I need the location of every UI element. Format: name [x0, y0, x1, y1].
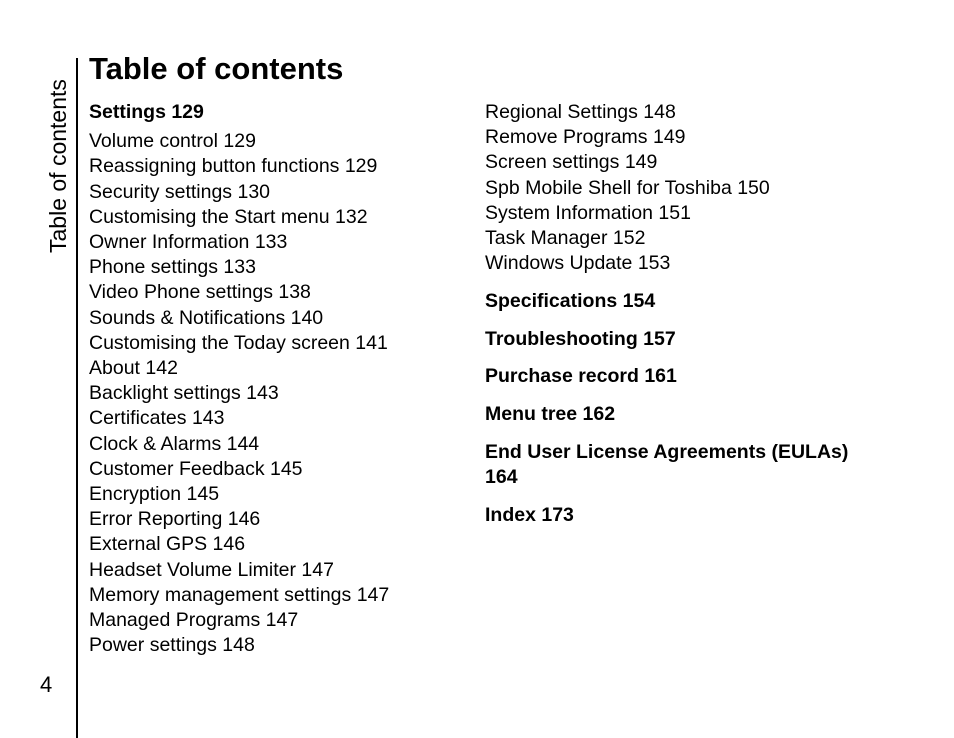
- vertical-rule: [76, 58, 78, 738]
- toc-section-heading[interactable]: Menu tree 162: [485, 403, 616, 426]
- toc-entry[interactable]: Headset Volume Limiter 147: [89, 558, 334, 581]
- toc-entry[interactable]: Reassigning button functions 129: [89, 155, 378, 178]
- toc-entry[interactable]: Power settings 148: [89, 634, 255, 657]
- toc-entry[interactable]: Error Reporting 146: [89, 508, 261, 531]
- toc-entry[interactable]: External GPS 146: [89, 533, 246, 556]
- toc-section-heading[interactable]: Settings 129: [89, 101, 204, 123]
- toc-entry[interactable]: Screen settings 149: [485, 151, 658, 174]
- toc-entry[interactable]: Volume control 129: [89, 130, 256, 153]
- toc-entry[interactable]: Memory management settings 147: [89, 583, 390, 606]
- toc-section-heading[interactable]: Troubleshooting 157: [485, 327, 676, 350]
- toc-entry[interactable]: Clock & Alarms 144: [89, 432, 260, 455]
- toc-entry[interactable]: Certificates 143: [89, 407, 225, 430]
- toc-entry[interactable]: About 142: [89, 357, 178, 380]
- toc-entry[interactable]: Customising the Today screen 141: [89, 331, 388, 354]
- toc-entry[interactable]: Security settings 130: [89, 180, 271, 203]
- toc-entry[interactable]: Encryption 145: [89, 483, 220, 506]
- toc-left-column: [89, 100, 459, 658]
- side-tab-label: Table of contents: [45, 79, 71, 253]
- page-title: Table of contents: [89, 51, 344, 86]
- toc-right-column: [485, 100, 855, 528]
- toc-entry[interactable]: Owner Information 133: [89, 231, 288, 254]
- toc-entry[interactable]: Backlight settings 143: [89, 382, 279, 405]
- toc-section-heading[interactable]: End User License Agreements (EULAs) 164: [485, 440, 849, 488]
- toc-entry[interactable]: Task Manager 152: [485, 227, 646, 250]
- toc-entry[interactable]: Spb Mobile Shell for Toshiba 150: [485, 176, 770, 199]
- toc-entry[interactable]: Video Phone settings 138: [89, 281, 311, 304]
- toc-entry[interactable]: Managed Programs 147: [89, 609, 299, 632]
- toc-entry[interactable]: Sounds & Notifications 140: [89, 306, 324, 329]
- toc-entry[interactable]: Regional Settings 148: [485, 101, 676, 123]
- toc-section-heading[interactable]: Purchase record 161: [485, 365, 677, 388]
- toc-entry[interactable]: Customer Feedback 145: [89, 457, 303, 480]
- toc-section-heading[interactable]: Specifications 154: [485, 289, 656, 312]
- toc-section-heading[interactable]: Index 173: [485, 503, 574, 526]
- toc-entry[interactable]: Windows Update 153: [485, 252, 671, 275]
- page-number: 4: [40, 672, 53, 697]
- toc-entry[interactable]: Remove Programs 149: [485, 126, 686, 149]
- toc-entry[interactable]: Customising the Start menu 132: [89, 205, 368, 228]
- toc-entry[interactable]: System Information 151: [485, 201, 691, 224]
- toc-entry[interactable]: Phone settings 133: [89, 256, 256, 279]
